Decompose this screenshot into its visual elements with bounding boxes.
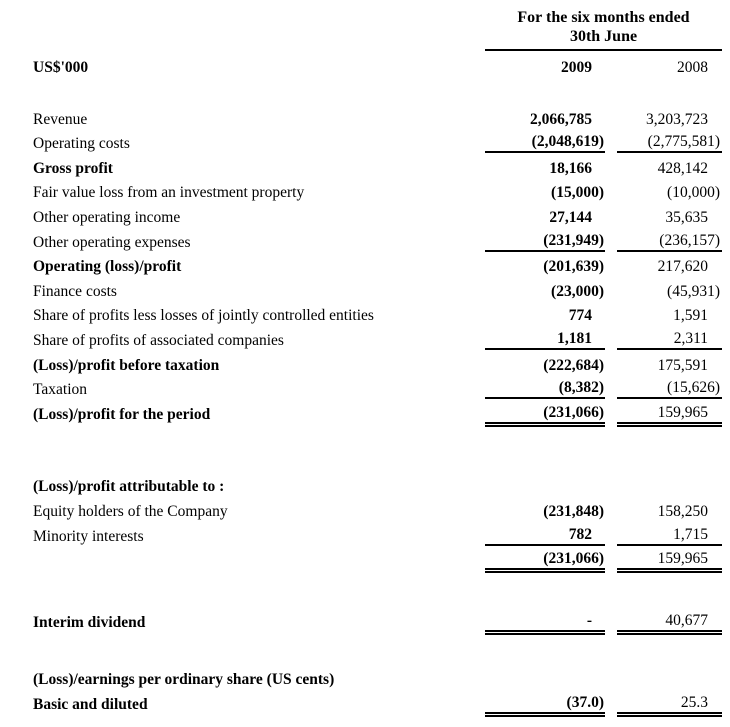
value-2008: (15,626): [617, 378, 722, 399]
value-2009: (2,048,619): [485, 132, 605, 153]
table-row-interim-dividend: [33, 607, 722, 632]
period-header-line1: For the six months ended: [517, 9, 690, 26]
value-2009: 2,066,785: [530, 110, 592, 128]
value-2009: 1,181: [485, 329, 605, 350]
table-row-attributable-total: [33, 546, 722, 571]
table-row-gross-profit: [33, 153, 722, 178]
value-2008: 1,715: [617, 525, 722, 546]
value-2008: 1,591: [673, 307, 708, 325]
spacer: [33, 570, 722, 607]
value-2008: 40,677: [617, 611, 722, 632]
table-row-other-operating-income: [33, 202, 722, 227]
value-2008: 35,635: [665, 208, 708, 226]
table-row-loss-profit-for-period: [33, 399, 722, 424]
table-row-minority-interests: [33, 521, 722, 546]
value-2009: (201,639): [543, 258, 604, 276]
spacer: [33, 77, 722, 104]
value-2008: 159,965: [617, 403, 722, 424]
row-label: Interim dividend: [33, 613, 146, 631]
value-2008: 428,142: [657, 159, 708, 177]
header-left-spacer: [33, 8, 485, 51]
value-2008: 2,311: [617, 329, 722, 350]
spacer: [33, 632, 722, 665]
table-row-eps-heading: [33, 665, 722, 690]
row-label: Share of profits less losses of jointly controlled entities: [33, 307, 374, 325]
row-label: Basic and diluted: [33, 695, 148, 713]
value-2009: (37.0): [485, 693, 605, 714]
row-label: Share of profits of associated companies: [33, 331, 284, 349]
row-label: Operating costs: [33, 135, 130, 153]
section-heading: (Loss)/earnings per ordinary share (US cents): [33, 671, 335, 689]
row-label: Taxation: [33, 381, 88, 399]
table-row-share-associated: [33, 325, 722, 350]
table-row-equity-holders: [33, 496, 722, 521]
value-2009: (231,066): [485, 549, 605, 570]
value-2008: (45,931): [667, 282, 720, 300]
value-2008: 159,965: [617, 549, 722, 570]
column-headers-row: [33, 51, 722, 77]
table-row-loss-profit-before-taxation: [33, 350, 722, 375]
table-row-attributable-heading: [33, 472, 722, 497]
value-2009: (23,000): [551, 282, 604, 300]
table-row-share-jointly-controlled: [33, 301, 722, 326]
column-header-2009: 2009: [561, 59, 592, 76]
value-2009: 27,144: [549, 208, 592, 226]
section-heading: (Loss)/profit attributable to :: [33, 478, 225, 496]
spacer: [33, 424, 722, 472]
value-2009: (231,949): [485, 231, 605, 252]
value-2009: 18,166: [549, 159, 592, 177]
table-row-taxation: [33, 375, 722, 400]
value-2009: (15,000): [551, 184, 604, 202]
table-row-other-operating-expenses: [33, 227, 722, 252]
table-header: [33, 8, 722, 51]
row-label: (Loss)/profit before taxation: [33, 356, 220, 374]
row-label: Operating (loss)/profit: [33, 258, 182, 276]
value-2008: (2,775,581): [617, 132, 722, 153]
row-label: Gross profit: [33, 159, 113, 177]
table-row-operating-costs: [33, 129, 722, 154]
value-2008: 175,591: [657, 356, 708, 374]
value-2009: 774: [568, 307, 592, 325]
row-label: Finance costs: [33, 282, 117, 300]
table-row-revenue: [33, 104, 722, 129]
value-2009: -: [485, 611, 605, 632]
value-2009: 782: [485, 525, 605, 546]
row-label: Minority interests: [33, 527, 144, 545]
value-2008: (236,157): [617, 231, 722, 252]
row-label: Equity holders of the Company: [33, 502, 228, 520]
table-row-operating-loss-profit: [33, 252, 722, 277]
value-2009: (222,684): [543, 356, 604, 374]
value-2008: 158,250: [657, 502, 708, 520]
table-row-fair-value-loss: [33, 178, 722, 203]
row-label: Other operating expenses: [33, 233, 191, 251]
table-row-basic-and-diluted: [33, 689, 722, 714]
value-2009: (8,382): [485, 378, 605, 399]
row-label: (Loss)/profit for the period: [33, 405, 211, 423]
value-2008: 217,620: [657, 258, 708, 276]
table-row-finance-costs: [33, 276, 722, 301]
period-header-line2: 30th June: [569, 28, 638, 45]
value-2008: (10,000): [667, 184, 720, 202]
currency-label: US$'000: [33, 59, 89, 76]
value-2008: 25.3: [617, 693, 722, 714]
value-2008: 3,203,723: [646, 110, 708, 128]
row-label: Other operating income: [33, 208, 181, 226]
value-2009: (231,066): [485, 403, 605, 424]
period-header: [485, 8, 722, 51]
column-header-2008: 2008: [677, 59, 708, 76]
row-label: Revenue: [33, 110, 88, 128]
value-2009: (231,848): [543, 502, 604, 520]
row-label: Fair value loss from an investment property: [33, 184, 305, 202]
